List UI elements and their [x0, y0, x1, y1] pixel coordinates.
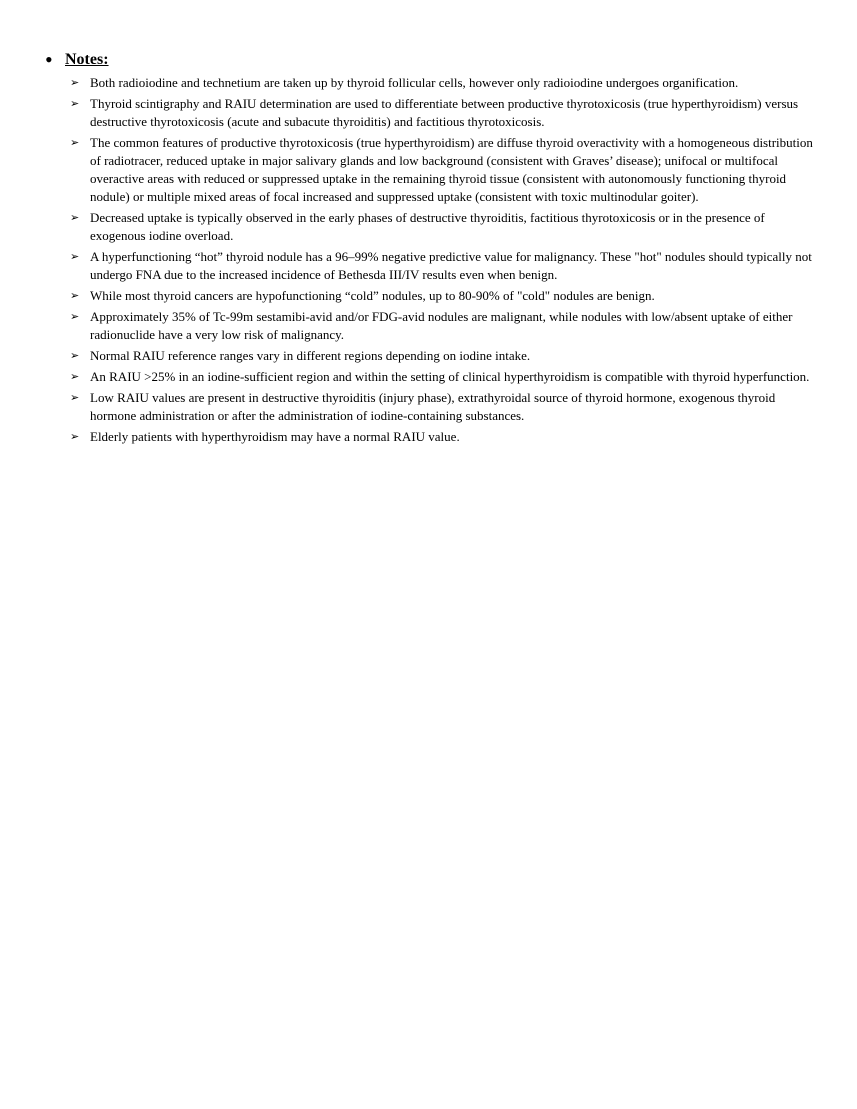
note-item [70, 389, 822, 425]
note-item [70, 95, 822, 131]
arrow-bullet-icon: ➢ [70, 76, 80, 89]
note-item [70, 74, 822, 92]
arrow-bullet-icon: ➢ [70, 430, 80, 443]
note-item [70, 368, 822, 386]
notes-header [45, 47, 109, 72]
note-text: A hyperfunctioning “hot” thyroid nodule has a 96–99% negative predictive value for malignancy. These "hot" nodules should typically not undergo FNA due to the increased incidence of Bethesda III/IV results even when benign. [90, 249, 812, 282]
arrow-bullet-icon: ➢ [70, 349, 80, 362]
note-text: Both radioiodine and technetium are taken up by thyroid follicular cells, however only radioiodine undergoes organification. [90, 75, 739, 90]
arrow-bullet-icon: ➢ [70, 250, 80, 263]
arrow-bullet-icon: ➢ [70, 97, 80, 110]
notes-title: Notes: [65, 51, 109, 68]
note-item [70, 347, 822, 365]
note-text: Approximately 35% of Tc-99m sestamibi-avid and/or FDG-avid nodules are malignant, while nodules with low/absent uptake of either radionuclide have a very low risk of malignancy. [90, 309, 793, 342]
arrow-bullet-icon: ➢ [70, 391, 80, 404]
note-item [70, 308, 822, 344]
note-text: Elderly patients with hyperthyroidism may have a normal RAIU value. [90, 429, 460, 444]
note-text: An RAIU >25% in an iodine-sufficient region and within the setting of clinical hyperthyroidism is compatible with thyroid hyperfunction. [90, 369, 810, 384]
note-text: The common features of productive thyrotoxicosis (true hyperthyroidism) are diffuse thyroid overactivity with a homogeneous distribution of radiotracer, reduced uptake in major salivary glands and low background (consistent with Graves’ disease); unifocal or multifocal overactive areas with reduced or suppressed uptake in the remaining thyroid tissue (consistent with autonomously functioning thyroid nodule) or multiple mixed areas of focal increased and suppressed uptake (consistent with toxic multinodular goiter). [90, 135, 813, 204]
note-text: Thyroid scintigraphy and RAIU determination are used to differentiate between productive thyrotoxicosis (true hyperthyroidism) versus destructive thyrotoxicosis (acute and subacute thyroiditis) and factitious thyrotoxicosis. [90, 96, 799, 129]
note-item [70, 134, 822, 206]
arrow-bullet-icon: ➢ [70, 211, 80, 224]
note-item [70, 287, 822, 305]
note-text: While most thyroid cancers are hypofunctioning “cold” nodules, up to 80-90% of "cold" nodules are benign. [90, 288, 655, 303]
note-text: Decreased uptake is typically observed in the early phases of destructive thyroiditis, factitious thyrotoxicosis or in the presence of exogenous iodine overload. [90, 210, 765, 243]
note-text: Low RAIU values are present in destructive thyroiditis (injury phase), extrathyroidal source of thyroid hormone, exogenous thyroid hormone administration or after the administration of iodine-containing substances. [90, 390, 776, 423]
note-item [70, 248, 822, 284]
arrow-bullet-icon: ➢ [70, 289, 80, 302]
arrow-bullet-icon: ➢ [70, 370, 80, 383]
note-item [70, 209, 822, 245]
notes-list [70, 74, 822, 449]
note-item [70, 428, 822, 446]
bullet-icon: • [45, 47, 53, 72]
arrow-bullet-icon: ➢ [70, 136, 80, 149]
arrow-bullet-icon: ➢ [70, 310, 80, 323]
note-text: Normal RAIU reference ranges vary in different regions depending on iodine intake. [90, 348, 531, 363]
